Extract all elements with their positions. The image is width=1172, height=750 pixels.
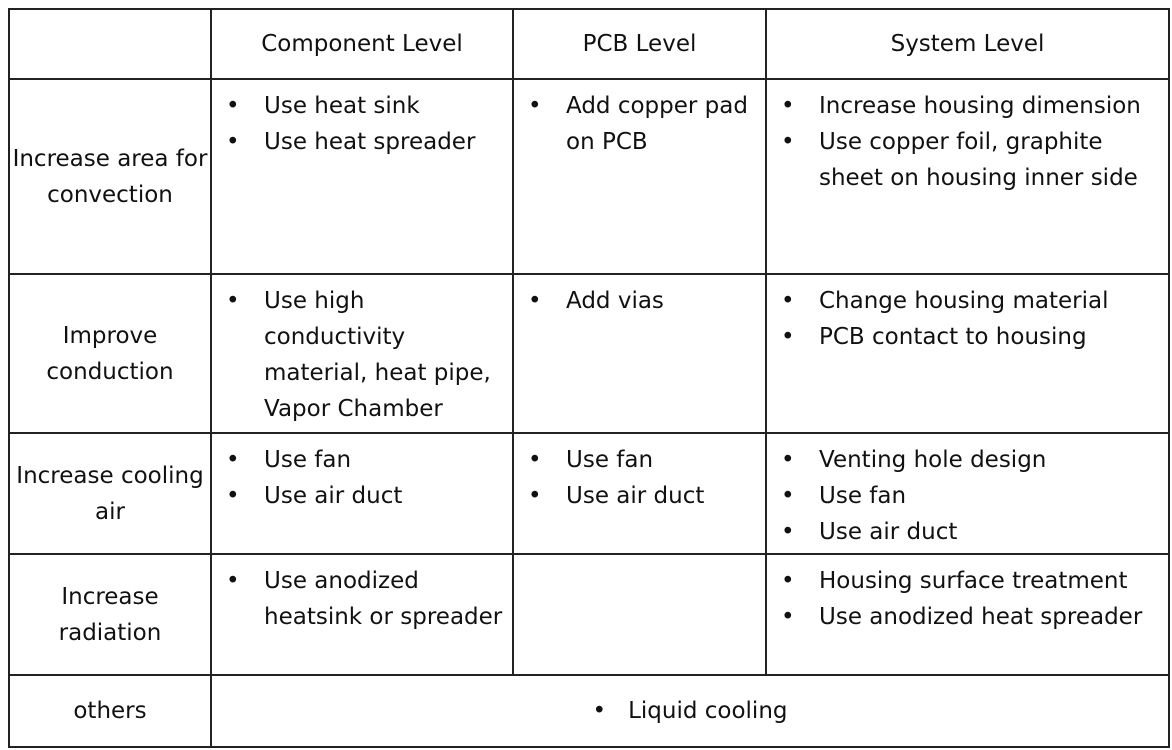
pcb-cell — [513, 433, 766, 554]
table-row — [9, 79, 1169, 274]
bullet-list — [212, 434, 512, 514]
list-item: • Use fan — [528, 442, 759, 478]
system-cell — [766, 274, 1169, 433]
column-header-pcb: PCB Level — [513, 9, 766, 79]
bullet-list — [212, 275, 512, 427]
bullet-list — [514, 275, 765, 319]
table-row — [9, 274, 1169, 433]
system-cell — [766, 79, 1169, 274]
list-item: • Housing surface treatment — [781, 563, 1162, 599]
list-item: • PCB contact to housing — [781, 319, 1162, 355]
merged-cell — [211, 675, 1169, 747]
row-label: others — [9, 675, 211, 747]
list-item: • Change housing material — [781, 283, 1162, 319]
bullet-list — [212, 555, 512, 635]
component-cell — [211, 79, 513, 274]
component-cell — [211, 554, 513, 675]
table-row — [9, 675, 1169, 747]
bullet-list — [767, 80, 1168, 196]
corner-cell — [9, 9, 211, 79]
bullet-list — [767, 555, 1168, 635]
bullet-list — [514, 80, 765, 160]
list-item — [592, 698, 787, 724]
list-item: • Use anodized heatsink or spreader — [226, 563, 506, 635]
component-cell — [211, 433, 513, 554]
pcb-cell — [513, 79, 766, 274]
bullet-list — [514, 555, 765, 563]
column-header-system: System Level — [766, 9, 1169, 79]
list-item: • Use copper foil, graphite sheet on housing inner side — [781, 124, 1162, 196]
table-row — [9, 433, 1169, 554]
list-item: • Use air duct — [781, 514, 1162, 550]
column-header-component: Component Level — [211, 9, 513, 79]
list-item: • Use fan — [781, 478, 1162, 514]
list-item: • Use high conductivity material, heat pipe, Vapor Chamber — [226, 283, 506, 427]
list-item: • Use air duct — [528, 478, 759, 514]
row-label: Increase radiation — [9, 554, 211, 675]
table-header-row — [9, 9, 1169, 79]
bullet-list — [767, 275, 1168, 355]
pcb-cell — [513, 554, 766, 675]
system-cell — [766, 433, 1169, 554]
list-item: • Use heat spreader — [226, 124, 506, 160]
bullet-glyph: • — [592, 698, 607, 724]
list-item: • Use air duct — [226, 478, 506, 514]
list-item: • Add copper pad on PCB — [528, 88, 759, 160]
list-item: • Use anodized heat spreader — [781, 599, 1162, 635]
thermal-methods-table — [8, 8, 1170, 748]
list-item: • Increase housing dimension — [781, 88, 1162, 124]
list-item: • Add vias — [528, 283, 759, 319]
row-label: Increase area for convection — [9, 79, 211, 274]
bullet-list — [767, 434, 1168, 550]
table-row — [9, 554, 1169, 675]
bullet-list — [212, 80, 512, 160]
system-cell — [766, 554, 1169, 675]
list-item: • Venting hole design — [781, 442, 1162, 478]
row-label: Increase cooling air — [9, 433, 211, 554]
list-item-text: Liquid cooling — [628, 698, 788, 724]
pcb-cell — [513, 274, 766, 433]
component-cell — [211, 274, 513, 433]
list-item: • Use fan — [226, 442, 506, 478]
row-label: Improve conduction — [9, 274, 211, 433]
list-item: • Use heat sink — [226, 88, 506, 124]
bullet-list — [514, 434, 765, 514]
